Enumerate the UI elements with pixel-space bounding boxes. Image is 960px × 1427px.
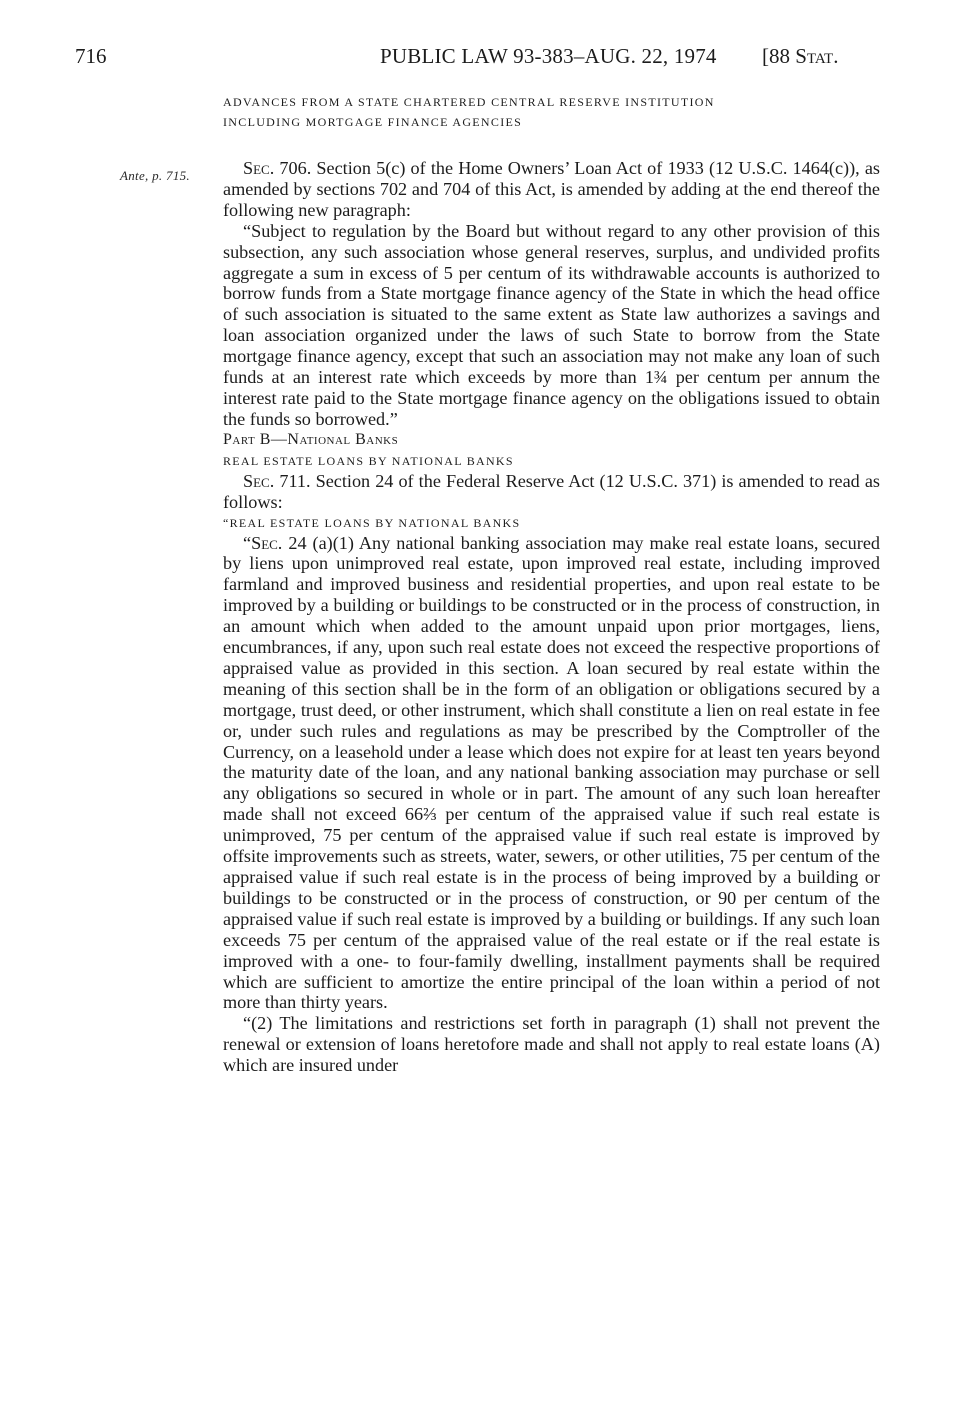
section-706-text: 706. Section 5(c) of the Home Owners’ Loan Act of 1933 (12 U.S.C. 1464(c)), as amended by sections 702 and 704 of this Act, is amended by adding at the end thereof the following new paragraph:: [223, 158, 880, 220]
page-header: [0, 44, 960, 78]
section-711-text: 711. Section 24 of the Federal Reserve Act (12 U.S.C. 371) is amended to read as follows:: [223, 470, 880, 512]
statute-word: Stat.: [795, 44, 839, 68]
section-caption-706-line2: INCLUDING MORTGAGE FINANCE AGENCIES: [223, 115, 523, 129]
section-caption-711: REAL ESTATE LOANS BY NATIONAL BANKS: [223, 453, 514, 468]
statute-reference: [762, 44, 838, 69]
section-label: Sec.: [243, 158, 275, 178]
page-number: 716: [75, 44, 107, 68]
document-body: [223, 92, 880, 1076]
section-24-a1-text: 24 (a)(1) Any national banking association may make real estate loans, secured by liens upon unimproved real estate, upon improved real estate, including improved farmland and improved business and residential properties, and upon real estate to be improved by a building or buildings to be constructed or in the process of construction, in an amount which when added to the amount unpaid upon prior mortgages, liens, encumbrances, if any, upon such real estate does not exceed the respective proportions of appraised value as provided in this section. A loan secured by real estate within the meaning of this section shall be in the form of an obligation or obligations secured by a mortgage, trust deed, or other instrument, which shall constitute a lien on real estate in fee or, under such rules and regulations as may be prescribed by the Comptroller of the Currency, on a leasehold under a lease which does not expire for at least ten years beyond the maturity date of the loan, and any national banking association may purchase or sell any obligations so secured in whole or in part. The amount of any such loan hereafter made shall not exceed 66⅔ per centum of the appraised value if such real estate is unimproved, 75 per centum of the appraised value if such real estate is improved by offsite improvements such as streets, water, sewers, or other utilities, 75 per centum of the appraised value if such real estate is in the process of being improved by a building or buildings to be constructed or in the process of construction, or 90 per centum of the appraised value if such real estate is improved by a building or buildings. If any such loan exceeds 75 per centum of the appraised value of the real estate or if the real estate is improved with a one- to four-family dwelling, installment payments shall be required which are sufficient to amortize the entire principal of the loan within a period of not more than thirty years.: [223, 532, 880, 1013]
section-711-paragraph: [223, 471, 880, 513]
section-label: Sec.: [243, 470, 275, 491]
section-label: Sec.: [251, 532, 283, 553]
statute-volume: [88: [762, 44, 796, 68]
section-caption-706-line1: ADVANCES FROM A STATE CHARTERED CENTRAL RESERVE INSTITUTION: [223, 95, 715, 109]
open-quote: “: [243, 532, 252, 553]
section-706-paragraph: [223, 158, 880, 221]
quoted-caption: “REAL ESTATE LOANS BY NATIONAL BANKS: [223, 515, 521, 530]
section-706-quote: “Subject to regulation by the Board but without regard to any other provision of this subsection, any such association whose general reserves, surplus, and undivided profits aggregate a sum in excess of 5 per centum of its withdrawable accounts is authorized to borrow funds from a State mortgage finance agency of the State in which the head office of such association is situated to the same extent as State law authorizes a savings and loan association organized under the laws of such State to borrow from the State mortgage finance agency, except that such an association may not make any loan of such funds at an interest rate which exceeds by more than 1¾ per centum per annum the interest rate paid to the State mortgage finance agency on the obligations issued to obtain the funds so borrowed.”: [223, 220, 880, 429]
running-title: PUBLIC LAW 93-383–AUG. 22, 1974: [380, 44, 717, 68]
section-24-a1-paragraph: [223, 533, 880, 1014]
caption-spacer: [223, 132, 880, 158]
section-24-a2-paragraph: “(2) The limitations and restrictions set forth in paragraph (1) shall not prevent the renewal or extension of loans heretofore made and shall not apply to real estate loans (A) which are insured under: [223, 1013, 880, 1076]
part-b-heading: Part B—National Banks: [223, 430, 399, 448]
margin-note: Ante, p. 715.: [120, 168, 190, 183]
